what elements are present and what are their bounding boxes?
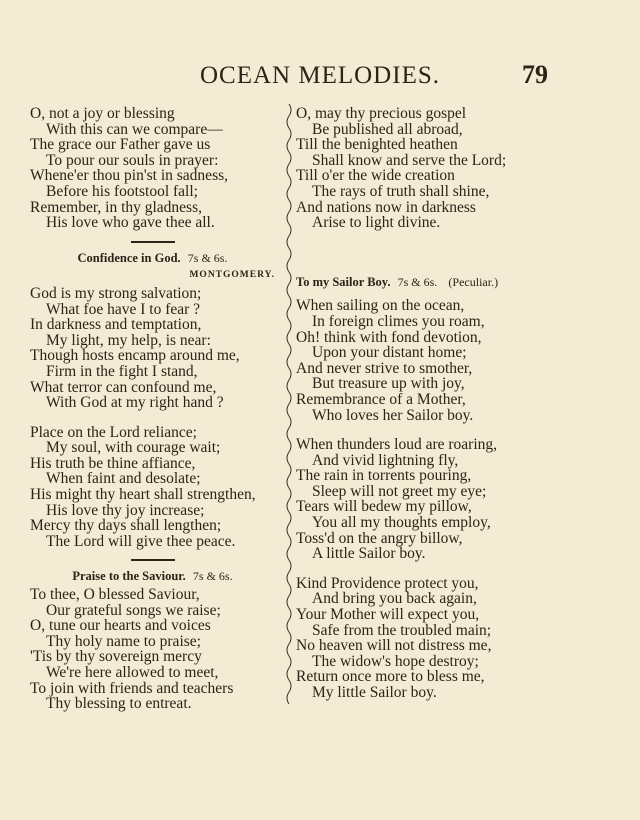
stanza xyxy=(30,587,275,712)
right-column xyxy=(296,106,556,701)
verse-line: Whene'er thou pin'st in sadness, xyxy=(30,167,229,185)
verse-line: His might thy heart shall strengthen, xyxy=(30,486,256,504)
verse-line: Return once more to bless me, xyxy=(296,668,485,686)
verse-line: Mercy thy days shall lengthen; xyxy=(30,517,222,535)
stanza xyxy=(296,576,556,701)
verse-line: 'Tis by thy sovereign mercy xyxy=(30,648,202,666)
section-rule xyxy=(131,241,175,243)
verse-line: Tears will bedew my pillow, xyxy=(296,498,472,516)
hymn-title xyxy=(30,251,275,267)
verse-line: Toss'd on the angry billow, xyxy=(296,529,463,547)
verse-line: Till the benighted heathen xyxy=(296,136,458,154)
verse-line: Oh! think with fond devotion, xyxy=(296,328,482,346)
verse-line: Remembrance of a Mother, xyxy=(296,390,466,408)
verse-line: And never strive to smother, xyxy=(296,359,473,377)
hymn-title-text: Praise to the Saviour. xyxy=(72,569,186,584)
hymn-meter: 7s & 6s. xyxy=(192,569,233,584)
hymn-title-text: To my Sailor Boy. xyxy=(296,274,391,289)
stanza xyxy=(30,286,275,411)
verse-line: The Lord will give thee peace. xyxy=(46,532,236,550)
verse-line: Safe from the troubled main; xyxy=(312,621,492,639)
verse-line: We're here allowed to meet, xyxy=(46,664,219,681)
verse-line: His love who gave thee all. xyxy=(46,214,215,232)
verse-line: To thee, O blessed Saviour, xyxy=(30,586,200,604)
verse-line: In foreign climes you roam, xyxy=(312,312,485,330)
running-title: OCEAN MELODIES. xyxy=(200,62,440,89)
verse-line: In darkness and temptation, xyxy=(30,316,202,334)
wavy-column-divider xyxy=(284,104,294,704)
verse-line: Shall know and serve the Lord; xyxy=(312,151,507,169)
hymn-title xyxy=(30,569,275,585)
verse-line: Firm in the fight I stand, xyxy=(46,362,198,380)
verse-line: When sailing on the ocean, xyxy=(296,297,465,315)
verse-line: Arise to light divine. xyxy=(312,214,441,232)
verse-line: God is my strong salvation; xyxy=(30,284,202,302)
verse-line: His love thy joy increase; xyxy=(46,501,205,519)
verse-line: When faint and desolate; xyxy=(46,470,201,488)
verse-line: What foe have I to fear ? xyxy=(46,300,201,318)
verse-line: With this can we compare— xyxy=(46,120,223,138)
verse-line: My little Sailor boy. xyxy=(312,684,437,701)
hymn-title-text: Confidence in God. xyxy=(77,250,181,265)
hymn-title xyxy=(296,275,556,291)
verse-line: The rain in torrents pouring, xyxy=(296,467,472,485)
left-column xyxy=(30,106,275,712)
verse-line: No heaven will not distress me, xyxy=(296,637,492,655)
stanza xyxy=(30,425,275,550)
tune-name: MONTGOMERY. xyxy=(189,270,275,281)
stanza xyxy=(296,437,556,562)
verse-line: A little Sailor boy. xyxy=(312,545,426,563)
verse-line: Upon your distant home; xyxy=(312,344,467,362)
verse-line: To pour our souls in prayer: xyxy=(46,151,219,169)
verse-line: Though hosts encamp around me, xyxy=(30,347,240,365)
verse-line: And bring you back again, xyxy=(312,590,477,608)
stanza xyxy=(296,298,556,423)
verse-line: Till o'er the wide creation xyxy=(296,167,455,185)
verse-line: The rays of truth shall shine, xyxy=(312,182,490,200)
verse-line: O, tune our hearts and voices xyxy=(30,617,211,635)
verse-line: His truth be thine affiance, xyxy=(30,454,196,472)
verse-line: My light, my help, is near: xyxy=(46,331,211,349)
verse-line: My soul, with courage wait; xyxy=(46,439,221,457)
verse-line: The widow's hope destroy; xyxy=(312,652,479,670)
verse-line: O, not a joy or blessing xyxy=(30,105,175,122)
verse-line: You all my thoughts employ, xyxy=(312,514,491,532)
verse-line: And nations now in darkness xyxy=(296,198,476,216)
verse-line: And vivid lightning fly, xyxy=(312,451,459,469)
verse-line: Your Mother will expect you, xyxy=(296,606,480,624)
verse-line: When thunders loud are roaring, xyxy=(296,436,498,454)
verse-line: With God at my right hand ? xyxy=(46,394,224,412)
hymn-note: (Peculiar.) xyxy=(448,274,499,289)
verse-line: Our grateful songs we raise; xyxy=(46,601,221,619)
verse-line: Before his footstool fall; xyxy=(46,182,198,200)
hymn-meter: 7s & 6s. xyxy=(187,250,228,265)
verse-line: O, may thy precious gospel xyxy=(296,105,467,122)
verse-line: Place on the Lord reliance; xyxy=(30,423,197,441)
verse-line: Who loves her Sailor boy. xyxy=(312,406,474,424)
stanza xyxy=(296,106,556,231)
page-number: 79 xyxy=(522,60,548,89)
verse-line: What terror can confound me, xyxy=(30,378,217,396)
verse-line: Remember, in thy gladness, xyxy=(30,198,202,216)
verse-line: But treasure up with joy, xyxy=(312,375,465,393)
verse-line: Be published all abroad, xyxy=(312,120,463,138)
section-rule xyxy=(131,559,175,561)
verse-line: To join with friends and teachers xyxy=(30,679,234,697)
verse-line: Thy holy name to praise; xyxy=(46,632,201,650)
verse-line: Kind Providence protect you, xyxy=(296,574,479,592)
verse-line: Sleep will not greet my eye; xyxy=(312,482,487,500)
hymn-meter: 7s & 6s. xyxy=(397,274,438,289)
stanza xyxy=(30,106,275,231)
verse-line: Thy blessing to entreat. xyxy=(46,695,192,713)
verse-line: The grace our Father gave us xyxy=(30,136,211,154)
